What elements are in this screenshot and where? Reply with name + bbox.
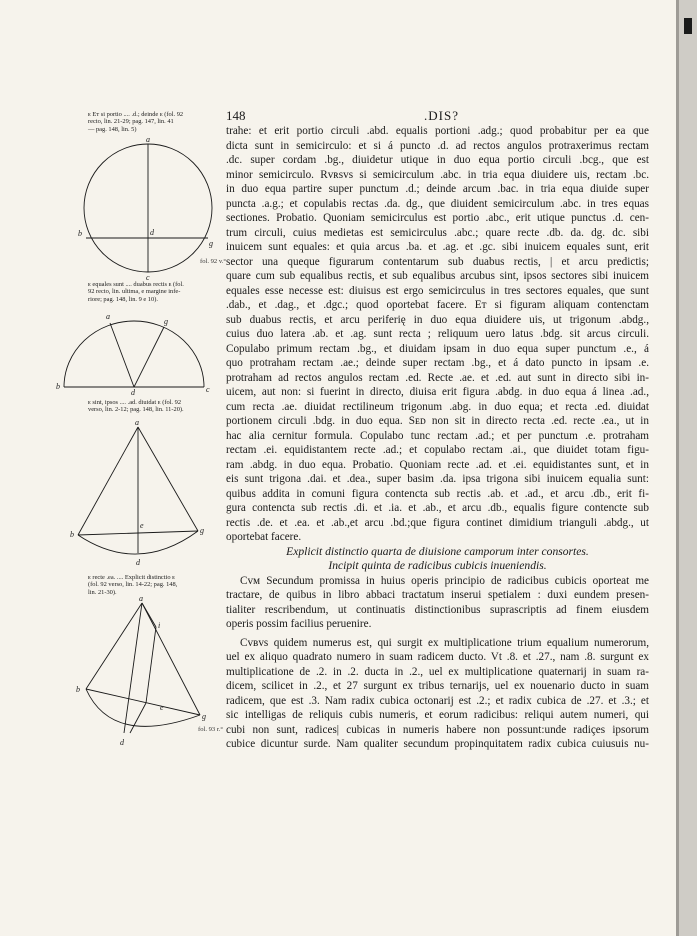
label-e: e [140,521,144,530]
text-line: .dab., et .dag., et .dgc.; quod oportebat facere. Eᴛ si figuram aliquam contenctam [226,299,649,311]
text-line: portionem circuli .bdg. in duo equa. Sᴇᴅ non sit in directo recta .ed. recte .ea., ut in [226,415,649,427]
label-g: g [164,317,168,326]
text-line: gura contencta sub rectis .di. et .ia. et .ab., et arcu .db., equalis figure contencte sub [226,502,649,514]
label-c: c [146,273,150,282]
label-d: d [131,388,135,397]
page-tab-marker [684,18,692,34]
label-g: g [202,712,206,721]
text-line: sector una queque figurarum contentarum sub duabus rectis, | et arcu predictis; [226,255,649,268]
note-line: 92 recto, lin. ultima, e margine infe- [88,288,181,296]
text-line: inuicem sunt equales: et quia arcus .ba. et .ag. et .gc. sibi inuicem equales sunt, erit [226,241,649,253]
label-e: e [160,703,164,712]
text-line: puncta .a.g.; et copulabis rectas .da. dg., que diuident semicirculum .abc. in tres equas [226,197,649,210]
line-ad [124,603,142,733]
label-b: b [70,530,74,539]
text-line: .dc. super cordam .bg., diuidetur utique in duo equa portio circuli .bcg., que est [226,154,649,166]
text-line: hac alia cernitur formula. Copulabo tunc rectam .ad.; et per punctum .e. protraham [226,429,649,442]
margin-note-1 [88,111,214,133]
base-bg [86,689,200,715]
text-line: cum recta .ae. diuidat rectilineum trigonum .abg. in duo equa; et recta .ed. diuidat [226,400,649,413]
text-line: Cᴠʙᴠs quidem numerus est, qui surgit ex multiplicatione trium equalium numerorum, [240,636,649,649]
text-line: tractare, de quibus in libro abbaci tractatum inserui spetialem : duxi eundem presen- [226,589,649,601]
text-line: in duo equa partire super punctum .d.; deinde arcum .bac. in tria equa diuide super [226,183,649,195]
main-text-column [226,124,649,752]
text-line: sub duabus rectis, et arcu periferię in duo equa diuidere uis, ut trigonum .abdg., [226,313,649,326]
text-line: uel ex aliquo quadrato numero in suam radicem ducto. Vt .8. et .27., nam .8. surgunt ex [226,651,649,663]
label-d: d [150,228,154,237]
label-a: a [135,418,139,427]
label-a: a [146,135,150,144]
text-line: ram .abdg. in duo equa. Probatio. Quoniam recte .ad. et .ei. equidistantes sunt, et in [226,458,649,471]
margin-note-4 [88,574,214,596]
radius-da [110,323,134,387]
line-ei [146,627,156,703]
page-number: 148 [226,108,246,123]
figure-oblique-division [76,594,210,747]
label-i: i [158,621,161,630]
page-edge [679,0,697,936]
side-ag [142,603,200,715]
line-ed [130,703,146,733]
text-line: operis possim facilius peruenire. [226,618,372,630]
folio-ref-93r: fol. 93 r.° [198,726,223,733]
side-ag [138,427,198,531]
label-b: b [56,382,60,391]
text-line: quibus addita in comuni figura contencta sub rectis .ab. et .ad., et arcu .db., erit fi- [226,487,649,500]
note-line: ᴇ recte .ea. .... Explicit distinctio ᴇ [88,574,175,581]
label-b: b [78,229,82,238]
section-heading: Explicit distinctio quarta de diuisione camporum inter consortes. [286,544,589,558]
text-line: rectam .ei. equidistantem recte .ad.; et copulabo rectam .ai., que diuidet totam figu- [226,444,649,456]
radius-dg [134,327,164,387]
margin-note-3 [88,399,214,414]
label-g: g [209,239,213,248]
section-heading: Incipit quinta de radicibus cubicis inueniendis. [328,559,547,572]
text-line: protraham ad rectos angulos rectam .ed. Recte .ae. et .ed. aut sunt in directo sibi in- [226,371,649,384]
label-d: d [136,558,140,567]
text-line: eis sunt trigona .dai. et .dea., super basim .da. ipsa trigona sibi inuicem equalia sunt: [226,473,649,485]
folio-ref-92v: fol. 92 v.° [200,258,227,265]
text-line: radicem, que est .3. Nam radix cubica octonarij est .2.; et radix cubica de .27. et .3.; et [226,694,649,707]
semicircle-arc [64,321,204,387]
text-line: cubi non sunt, radices| cubicas in numeris habere non possunt:unde radiçes ipsorum [226,723,649,736]
side-ab [86,603,142,689]
label-a: a [106,312,110,321]
text-line: sectiones. Probatio. Quoniam semicirculus est portio .abc., erit utique punctus .d. cen- [226,212,649,224]
note-line: riore; pag. 148, lin. 9 e 10). [88,295,158,303]
figure-triangle-arc [70,418,210,575]
text-line: tialiter rescribendum, ut continuatis distinctionibus suprascriptis ad finem eiusdem [226,603,649,616]
text-line: dicem, scilicet in .2., et 27 surgunt ex tribus ternarijs, uel ex nouenario ducto in suam [226,680,649,692]
label-g: g [200,526,204,535]
note-line: (fol. 92 verso, lin. 14-22; pag. 148, [88,581,178,589]
text-line: trum circuli, cuius medietas est semicirculus .abc.; quare recte .db. da. dg. dc. sibi [226,226,649,239]
text-line: minor semicirculo. Rᴠʀsᴠs si semicirculum .abc. in tria equa diuidere uis, rectam .bc. [226,168,649,181]
label-c: c [206,385,210,394]
running-head: .DIS? [424,108,459,123]
note-line: — pag. 148, lin. 5) [88,125,137,133]
line-ai [142,603,156,627]
text-line: cuius duo latera .ab. et .ag. sunt recta ; reliquum uero latus .bdg. sit arcus circuli. [226,328,649,340]
text-line: Copulabo primum rectam .bg., et diuidam ipsam in duo equa super punctum .e., á [226,342,649,355]
text-line: sic intelligas de reliquis cubis numeris, et eorum radicibus: reliqui autem numeri, qui [226,709,649,721]
text-line: multiplicatione de .2. in .2. ducta in .2., uel ex multiplicatione quaternarij in suam ra- [226,665,649,678]
text-line: oportebat facere. [226,531,302,543]
text-line: quo protraham rectam .ae.; deinde super rectam .bg., et á dato puncto in ipsam .e. [226,357,649,369]
text-line: uicem, aut non: si fuerint in directo, diuisa erit figura .abdg. in duo equa á linea .ad., [226,386,649,398]
note-line: recto, lin. 21-29; pag. 147, lin. 41 [88,118,174,126]
label-b: b [76,685,80,694]
figure-circle-chord [78,135,220,282]
label-d: d [120,738,124,747]
margin-note-2 [88,281,214,303]
note-line: ᴇ Eᴛ si portio .... .d.; deinde ᴇ (fol. 92 [88,111,184,118]
text-line: quare cum sub equalibus rectis, et sub equalibus arcubus sint, ipsos sectores sibi inuicem [226,270,649,282]
note-line: ᴇ sint, ipsos .... .ad. diuidat ᴇ (fol. 92 [88,399,182,406]
note-line: ᴇ equales sunt .... duabus rectis ᴇ (fol. [88,281,184,288]
text-line: rectis .de. et .ea. et .ab.,et arcu .bd.;que figura continet dimidium trianguli .abdg., ut [226,516,649,529]
text-line: equales esse necesse est: diuisus est ergo semicirculus in tres sectores equales, que sunt [226,284,649,297]
text-line: dicta sunt in semicirculo: et si á puncto .d. ad rectos angulos protraxerimus rectam [226,139,649,152]
note-line: lin. 21-30). [88,588,117,596]
label-a: a [139,594,143,603]
side-ab [78,427,138,535]
text-line: trahe: et erit portio circuli .abd. equalis portioni .adg.; quod probabitur per ea que [226,125,649,137]
text-line: Cᴠᴍ Secundum promissa in huius operis principio de radicibus cubicis oporteat me [240,574,649,587]
text-line: cubice dicuntur surde. Nam qualiter secundum propinquitatem radix cubica cuiusuis nu- [226,738,649,750]
figure-semicircle-sectors [56,312,210,397]
note-line: verso, lin. 2-12; pag. 148, lin. 11-20). [88,406,184,414]
